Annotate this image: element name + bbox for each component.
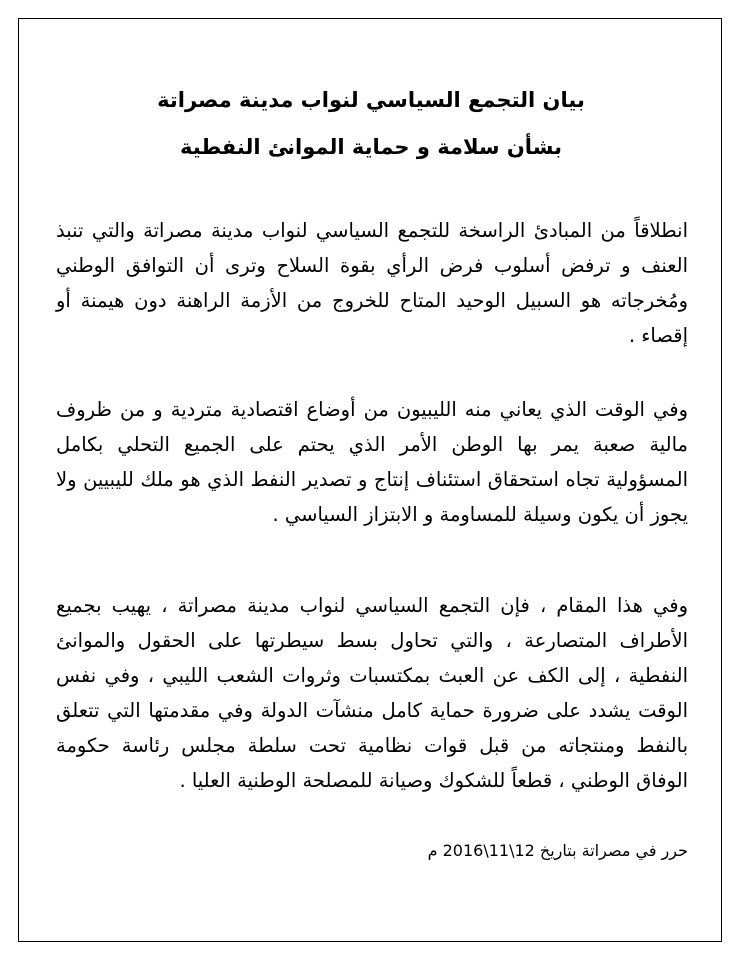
document-subtitle: بشأن سلامة و حماية الموانئ النفطية bbox=[180, 135, 562, 159]
document-title: بيان التجمع السياسي لنواب مدينة مصراتة bbox=[157, 88, 585, 112]
paragraph-economic-situation: وفي الوقت الذي يعاني منه الليبيون من أوضاع اقتصادية متردية و من ظروف مالية صعبة يمر بها الوطن الأمر الذي يحتم على الجميع التحلي بكامل المسؤولية تجاه استحقاق استئناف إنتاج و تصدير النفط الذي هو ملك لليبيين ولا يجوز أن يكون وسيلة للمساومة و الابتزاز السياسي . bbox=[56, 398, 688, 526]
paragraph-appeal: وفي هذا المقام ، فإن التجمع السياسي لنواب مدينة مصراتة ، يهيب بجميع الأطراف المتصارعة ، والتي تحاول بسط سيطرتها على الحقول والموانئ النفطية ، إلى الكف عن العبث بمكتسبات وثروات الشعب الليبي ، وفي نفس الوقت يشدد على ضرورة حماية كامل منشآت الدولة وفي مقدمتها التي تتعلق بالنفط ومنتجاته من قبل قوات نظامية تحت سلطة مجلس رئاسة حكومة الوفاق الوطني ، قطعاً للشكوك وصيانة للمصلحة الوطنية العليا . bbox=[56, 594, 688, 792]
paragraph-principles: انطلاقاً من المبادئ الراسخة للتجمع السياسي لنواب مدينة مصراتة والتي تنبذ العنف و ترفض أسلوب فرض الرأي بقوة السلاح وترى أن التوافق الوطني ومُخرجاته هو السبيل الوحيد المتاح للخروج من الأزمة الراهنة دون هيمنة أو إقصاء . bbox=[56, 219, 688, 347]
signature-date-line: حرر في مصراتة بتاريخ 12\11\2016 م bbox=[427, 841, 688, 860]
